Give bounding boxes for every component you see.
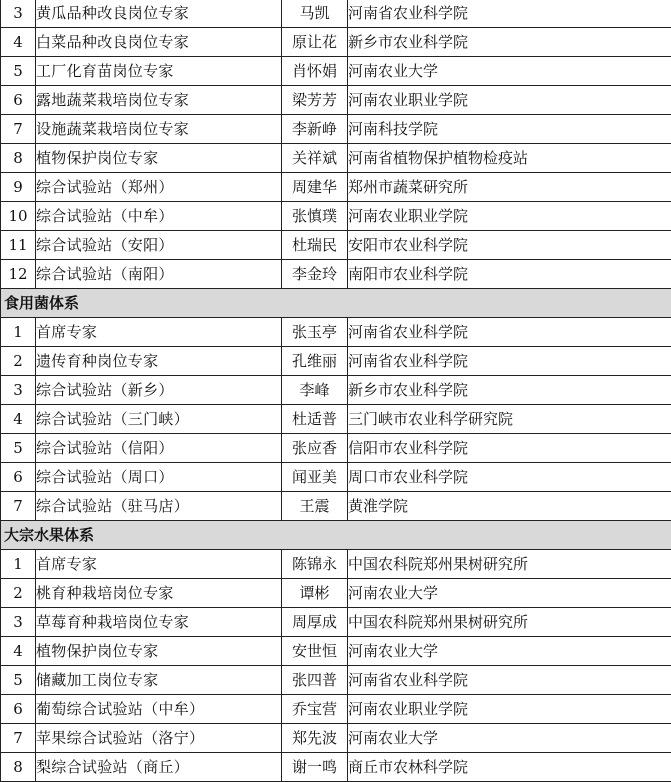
post-title: 综合试验站（安阳） <box>36 231 282 260</box>
row-number: 3 <box>1 608 36 637</box>
table-row <box>1 347 671 376</box>
table-row <box>1 753 671 782</box>
table-row <box>1 86 671 115</box>
row-number: 8 <box>1 753 36 782</box>
row-number: 5 <box>1 666 36 695</box>
expert-name: 张四普 <box>282 666 348 695</box>
expert-name: 李新峥 <box>282 115 348 144</box>
expert-name: 张玉亭 <box>282 318 348 347</box>
post-title: 黄瓜品种改良岗位专家 <box>36 0 282 28</box>
row-number: 4 <box>1 28 36 57</box>
row-number: 1 <box>1 318 36 347</box>
section-header <box>1 289 671 318</box>
table-row <box>1 28 671 57</box>
row-number: 8 <box>1 144 36 173</box>
post-title: 设施蔬菜栽培岗位专家 <box>36 115 282 144</box>
expert-name: 杜适普 <box>282 405 348 434</box>
expert-name: 李金玲 <box>282 260 348 289</box>
table-row <box>1 376 671 405</box>
organization: 中国农科院郑州果树研究所 <box>348 608 671 637</box>
expert-name: 杜瑞民 <box>282 231 348 260</box>
expert-name: 安世恒 <box>282 637 348 666</box>
row-number: 6 <box>1 695 36 724</box>
post-title: 遗传育种岗位专家 <box>36 347 282 376</box>
table-row <box>1 579 671 608</box>
post-title: 综合试验站（信阳） <box>36 434 282 463</box>
table-row <box>1 695 671 724</box>
post-title: 植物保护岗位专家 <box>36 637 282 666</box>
organization: 郑州市蔬菜研究所 <box>348 173 671 202</box>
row-number: 5 <box>1 434 36 463</box>
row-number: 2 <box>1 579 36 608</box>
post-title: 综合试验站（驻马店） <box>36 492 282 521</box>
expert-name: 原让花 <box>282 28 348 57</box>
row-number: 4 <box>1 405 36 434</box>
row-number: 7 <box>1 492 36 521</box>
row-number: 2 <box>1 347 36 376</box>
table-row <box>1 434 671 463</box>
post-title: 综合试验站（郑州） <box>36 173 282 202</box>
expert-name: 郑先波 <box>282 724 348 753</box>
organization: 黄淮学院 <box>348 492 671 521</box>
organization: 河南农业职业学院 <box>348 86 671 115</box>
table-row <box>1 57 671 86</box>
roster-body <box>1 0 671 782</box>
expert-name: 张慎璞 <box>282 202 348 231</box>
table-row <box>1 144 671 173</box>
organization: 商丘市农林科学院 <box>348 753 671 782</box>
expert-name: 谢一鸣 <box>282 753 348 782</box>
organization: 信阳市农业科学院 <box>348 434 671 463</box>
organization: 周口市农业科学院 <box>348 463 671 492</box>
row-number: 3 <box>1 376 36 405</box>
expert-name: 李峰 <box>282 376 348 405</box>
organization: 三门峡市农业科学研究院 <box>348 405 671 434</box>
post-title: 综合试验站（周口） <box>36 463 282 492</box>
table-row <box>1 202 671 231</box>
post-title: 首席专家 <box>36 318 282 347</box>
table-row <box>1 231 671 260</box>
table-row <box>1 666 671 695</box>
organization: 河南农业职业学院 <box>348 202 671 231</box>
post-title: 储藏加工岗位专家 <box>36 666 282 695</box>
organization: 河南科技学院 <box>348 115 671 144</box>
expert-name: 马凯 <box>282 0 348 28</box>
row-number: 9 <box>1 173 36 202</box>
post-title: 葡萄综合试验站（中牟） <box>36 695 282 724</box>
table-row <box>1 318 671 347</box>
post-title: 草莓育种栽培岗位专家 <box>36 608 282 637</box>
section-title: 食用菌体系 <box>1 289 671 318</box>
post-title: 露地蔬菜栽培岗位专家 <box>36 86 282 115</box>
expert-name: 周建华 <box>282 173 348 202</box>
expert-name: 关祥斌 <box>282 144 348 173</box>
row-number: 7 <box>1 724 36 753</box>
post-title: 植物保护岗位专家 <box>36 144 282 173</box>
row-number: 7 <box>1 115 36 144</box>
post-title: 梨综合试验站（商丘） <box>36 753 282 782</box>
table-row <box>1 463 671 492</box>
row-number: 10 <box>1 202 36 231</box>
row-number: 1 <box>1 550 36 579</box>
table-row <box>1 0 671 28</box>
table-row <box>1 608 671 637</box>
expert-name: 陈锦永 <box>282 550 348 579</box>
organization: 安阳市农业科学院 <box>348 231 671 260</box>
section-title: 大宗水果体系 <box>1 521 671 550</box>
organization: 河南省植物保护植物检疫站 <box>348 144 671 173</box>
organization: 河南省农业科学院 <box>348 0 671 28</box>
organization: 河南农业大学 <box>348 637 671 666</box>
post-title: 综合试验站（南阳） <box>36 260 282 289</box>
table-row <box>1 550 671 579</box>
expert-name: 梁芳芳 <box>282 86 348 115</box>
table-row <box>1 492 671 521</box>
table-row <box>1 173 671 202</box>
organization: 河南农业大学 <box>348 724 671 753</box>
post-title: 苹果综合试验站（洛宁） <box>36 724 282 753</box>
expert-name: 张应香 <box>282 434 348 463</box>
expert-name: 周厚成 <box>282 608 348 637</box>
table-row <box>1 260 671 289</box>
row-number: 6 <box>1 463 36 492</box>
organization: 新乡市农业科学院 <box>348 376 671 405</box>
table-row <box>1 724 671 753</box>
organization: 河南省农业科学院 <box>348 318 671 347</box>
organization: 新乡市农业科学院 <box>348 28 671 57</box>
organization: 中国农科院郑州果树研究所 <box>348 550 671 579</box>
organization: 南阳市农业科学院 <box>348 260 671 289</box>
row-number: 11 <box>1 231 36 260</box>
organization: 河南省农业科学院 <box>348 666 671 695</box>
post-title: 首席专家 <box>36 550 282 579</box>
post-title: 综合试验站（中牟） <box>36 202 282 231</box>
row-number: 12 <box>1 260 36 289</box>
section-header <box>1 521 671 550</box>
row-number: 6 <box>1 86 36 115</box>
post-title: 桃育种栽培岗位专家 <box>36 579 282 608</box>
organization: 河南农业职业学院 <box>348 695 671 724</box>
row-number: 4 <box>1 637 36 666</box>
row-number: 3 <box>1 0 36 28</box>
organization: 河南农业大学 <box>348 579 671 608</box>
post-title: 综合试验站（新乡） <box>36 376 282 405</box>
expert-name: 王震 <box>282 492 348 521</box>
table-row <box>1 637 671 666</box>
post-title: 工厂化育苗岗位专家 <box>36 57 282 86</box>
post-title: 白菜品种改良岗位专家 <box>36 28 282 57</box>
organization: 河南省农业科学院 <box>348 347 671 376</box>
row-number: 5 <box>1 57 36 86</box>
expert-name: 谭彬 <box>282 579 348 608</box>
table-row <box>1 405 671 434</box>
expert-name: 孔维丽 <box>282 347 348 376</box>
expert-name: 乔宝营 <box>282 695 348 724</box>
expert-name: 肖怀娟 <box>282 57 348 86</box>
post-title: 综合试验站（三门峡） <box>36 405 282 434</box>
organization: 河南农业大学 <box>348 57 671 86</box>
expert-name: 闻亚美 <box>282 463 348 492</box>
table-row <box>1 115 671 144</box>
